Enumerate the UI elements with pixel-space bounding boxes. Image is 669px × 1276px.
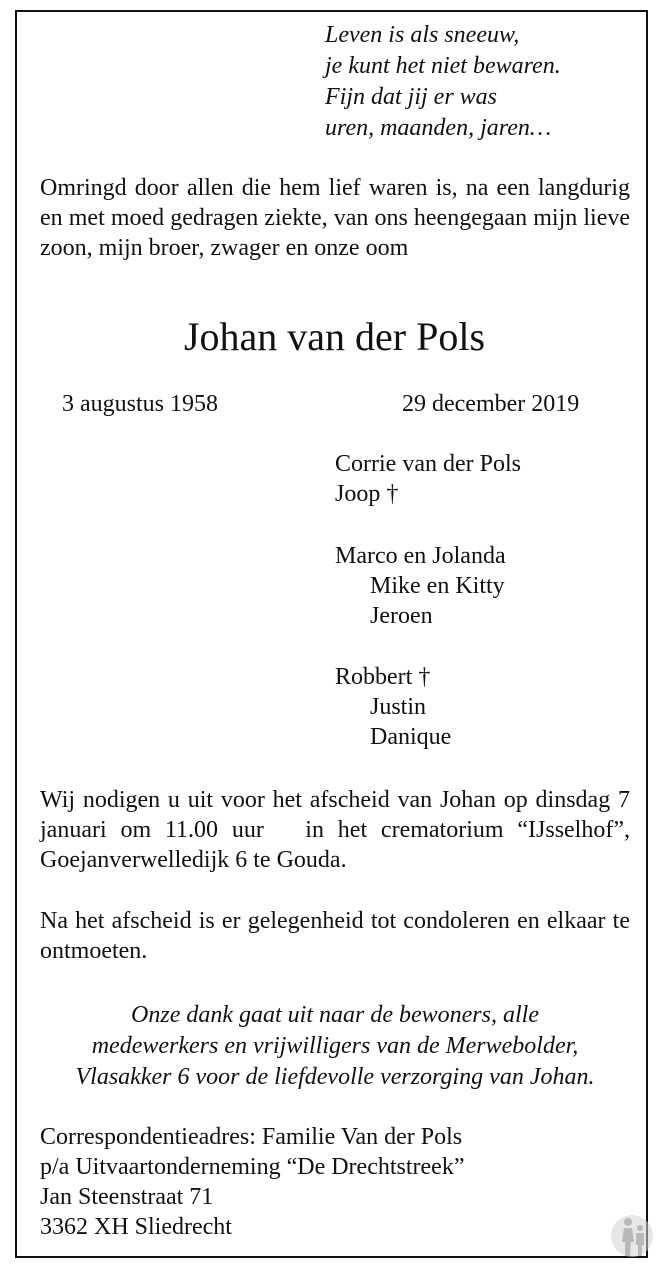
family-member: Robbert † <box>335 664 431 690</box>
family-member: Corrie van der Pols <box>335 451 521 477</box>
birth-date: 3 augustus 1958 <box>62 391 218 417</box>
address-line: p/a Uitvaartonderneming “De Drechtstreek” <box>40 1154 465 1180</box>
condolence-text: Na het afscheid is er gelegenheid tot condoleren en elkaar te ontmoeten. <box>40 908 630 964</box>
death-date: 29 december 2019 <box>402 391 580 417</box>
thanks-line: Onze dank gaat uit naar de bewoners, alle <box>131 1002 539 1028</box>
address-line: Jan Steenstraat 71 <box>40 1184 214 1210</box>
family-child: Mike en Kitty <box>370 573 505 599</box>
family-member: Marco en Jolanda <box>335 543 506 569</box>
deceased-name: Johan van der Pols <box>183 314 486 359</box>
family-group-marco <box>335 541 506 631</box>
address-line: 3362 XH Sliedrecht <box>40 1214 232 1240</box>
family-member: Joop † <box>335 481 399 507</box>
poem-verse <box>325 20 561 144</box>
thanks-line: medewerkers en vrijwilligers van de Merwebolder, <box>91 1033 579 1059</box>
family-child: Jeroen <box>370 603 433 629</box>
poem-line: je kunt het niet bewaren. <box>325 53 561 79</box>
memorial-figure-logo-icon <box>610 1212 654 1260</box>
family-group-robbert <box>335 662 451 752</box>
family-group-mother <box>335 449 521 509</box>
farewell-invitation: Wij nodigen u uit voor het afscheid van Johan op dinsdag 7 januari om 11.00 uur in het crematorium “IJsselhof”, Goejanverwelledijk 6 te Gouda. <box>40 787 636 873</box>
thanks-text <box>40 1000 630 1093</box>
thanks-line: Vlasakker 6 voor de liefdevolle verzorging van Johan. <box>75 1064 595 1090</box>
poem-line: Fijn dat jij er was <box>325 84 498 110</box>
correspondence-address <box>40 1122 464 1242</box>
family-child: Justin <box>370 694 427 720</box>
address-line: Correspondentieadres: Familie Van der Pols <box>40 1124 463 1150</box>
poem-line: uren, maanden, jaren… <box>325 115 552 141</box>
poem-line: Leven is als sneeuw, <box>325 22 520 48</box>
family-child: Danique <box>370 724 452 750</box>
intro-text: Omringd door allen die hem lief waren is, na een langdurig en met moed gedragen ziekte, van ons heengegaan mijn lieve zoon, mijn broer, zwager en onze oom <box>40 175 630 261</box>
